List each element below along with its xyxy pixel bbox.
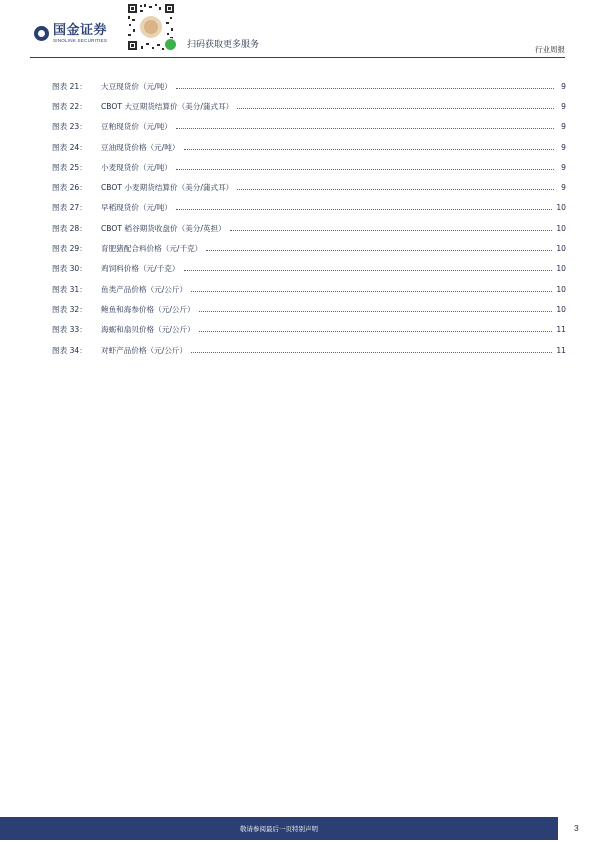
toc-figure-title: 鲍鱼和海参价格（元/公斤）: [101, 304, 195, 314]
toc-dot-leader: [199, 311, 553, 312]
toc-figure-title: 对虾产品价格（元/公斤）: [101, 345, 188, 355]
toc-figure-number: 图表 25：: [52, 162, 87, 172]
toc-figure-number: 图表 34：: [52, 345, 87, 355]
report-type-label: 行业周报: [535, 45, 565, 54]
toc-figure-title: 海蛎和扇贝价格（元/公斤）: [101, 325, 195, 335]
toc-figure-title: 小麦现货价（元/吨）: [101, 162, 172, 172]
toc-item[interactable]: [52, 137, 566, 157]
table-of-contents: [52, 76, 566, 360]
toc-item[interactable]: [52, 117, 566, 137]
toc-page-number: 9: [561, 183, 566, 193]
toc-dot-leader: [184, 270, 553, 271]
toc-page-number: 9: [561, 142, 566, 152]
toc-figure-title: 豆油现货价格（元/吨）: [101, 142, 180, 152]
toc-page-number: 10: [556, 244, 566, 254]
toc-page-number: 10: [556, 304, 566, 314]
toc-figure-title: 鱼类产品价格（元/公斤）: [101, 284, 188, 294]
toc-figure-title: 豆粕现货价（元/吨）: [101, 122, 172, 132]
toc-dot-leader: [237, 189, 554, 190]
toc-item[interactable]: [52, 340, 566, 360]
toc-figure-title: CBOT 大豆期货结算价（美分/蒲式耳）: [101, 101, 234, 111]
toc-figure-title: 早稻现货价（元/吨）: [101, 203, 172, 213]
toc-item[interactable]: [52, 76, 566, 96]
sinolink-logo-icon: [34, 26, 49, 41]
toc-figure-number: 图表 27：: [52, 203, 87, 213]
toc-page-number: 11: [556, 325, 566, 335]
toc-dot-leader: [230, 230, 553, 231]
footer-disclaimer: 敬请参阅最后一页特别声明: [240, 825, 318, 833]
toc-figure-number: 图表 21：: [52, 81, 87, 91]
toc-item[interactable]: [52, 279, 566, 299]
toc-page-number: 10: [556, 284, 566, 294]
toc-dot-leader: [176, 209, 552, 210]
toc-figure-number: 图表 32：: [52, 304, 87, 314]
toc-figure-title: 育肥猪配合料价格（元/千克）: [101, 244, 203, 254]
company-name-en: SINOLINK SECURITIES: [53, 38, 108, 43]
toc-item[interactable]: [52, 96, 566, 116]
company-name-cn: 国金证券: [53, 23, 108, 38]
toc-figure-title: CBOT 稻谷期货收盘价（美分/英担）: [101, 223, 226, 233]
toc-page-number: 10: [556, 223, 566, 233]
toc-page-number: 9: [561, 101, 566, 111]
toc-dot-leader: [199, 331, 553, 332]
toc-page-number: 9: [561, 81, 566, 91]
toc-item[interactable]: [52, 198, 566, 218]
toc-page-number: 9: [561, 162, 566, 172]
toc-figure-number: 图表 29：: [52, 244, 87, 254]
toc-dot-leader: [237, 108, 554, 109]
toc-figure-number: 图表 33：: [52, 325, 87, 335]
page-number: 3: [574, 823, 579, 833]
toc-dot-leader: [206, 250, 552, 251]
wechat-icon: [164, 38, 177, 51]
toc-item[interactable]: [52, 238, 566, 258]
page-header: [0, 0, 595, 60]
toc-dot-leader: [176, 88, 554, 89]
toc-figure-title: 鸡饲料价格（元/千克）: [101, 264, 180, 274]
toc-figure-number: 图表 26：: [52, 183, 87, 193]
toc-dot-leader: [176, 128, 554, 129]
toc-item[interactable]: [52, 218, 566, 238]
toc-page-number: 10: [556, 264, 566, 274]
toc-dot-leader: [191, 291, 552, 292]
toc-figure-title: 大豆现货价（元/吨）: [101, 81, 172, 91]
toc-item[interactable]: [52, 299, 566, 319]
toc-figure-number: 图表 31：: [52, 284, 87, 294]
toc-item[interactable]: [52, 157, 566, 177]
toc-figure-number: 图表 23：: [52, 122, 87, 132]
header-divider: [30, 57, 565, 58]
toc-figure-number: 图表 28：: [52, 223, 87, 233]
toc-item[interactable]: [52, 177, 566, 197]
toc-figure-title: CBOT 小麦期货结算价（美分/蒲式耳）: [101, 183, 234, 193]
toc-page-number: 10: [556, 203, 566, 213]
company-logo: [34, 24, 107, 44]
toc-dot-leader: [176, 169, 554, 170]
toc-dot-leader: [184, 149, 555, 150]
toc-item[interactable]: [52, 320, 566, 340]
toc-item[interactable]: [52, 259, 566, 279]
toc-dot-leader: [191, 352, 552, 353]
toc-figure-number: 图表 22：: [52, 101, 87, 111]
toc-figure-number: 图表 30：: [52, 264, 87, 274]
toc-figure-number: 图表 24：: [52, 142, 87, 152]
toc-page-number: 11: [556, 345, 566, 355]
scan-prompt: 扫码获取更多服务: [187, 40, 260, 50]
toc-page-number: 9: [561, 122, 566, 132]
